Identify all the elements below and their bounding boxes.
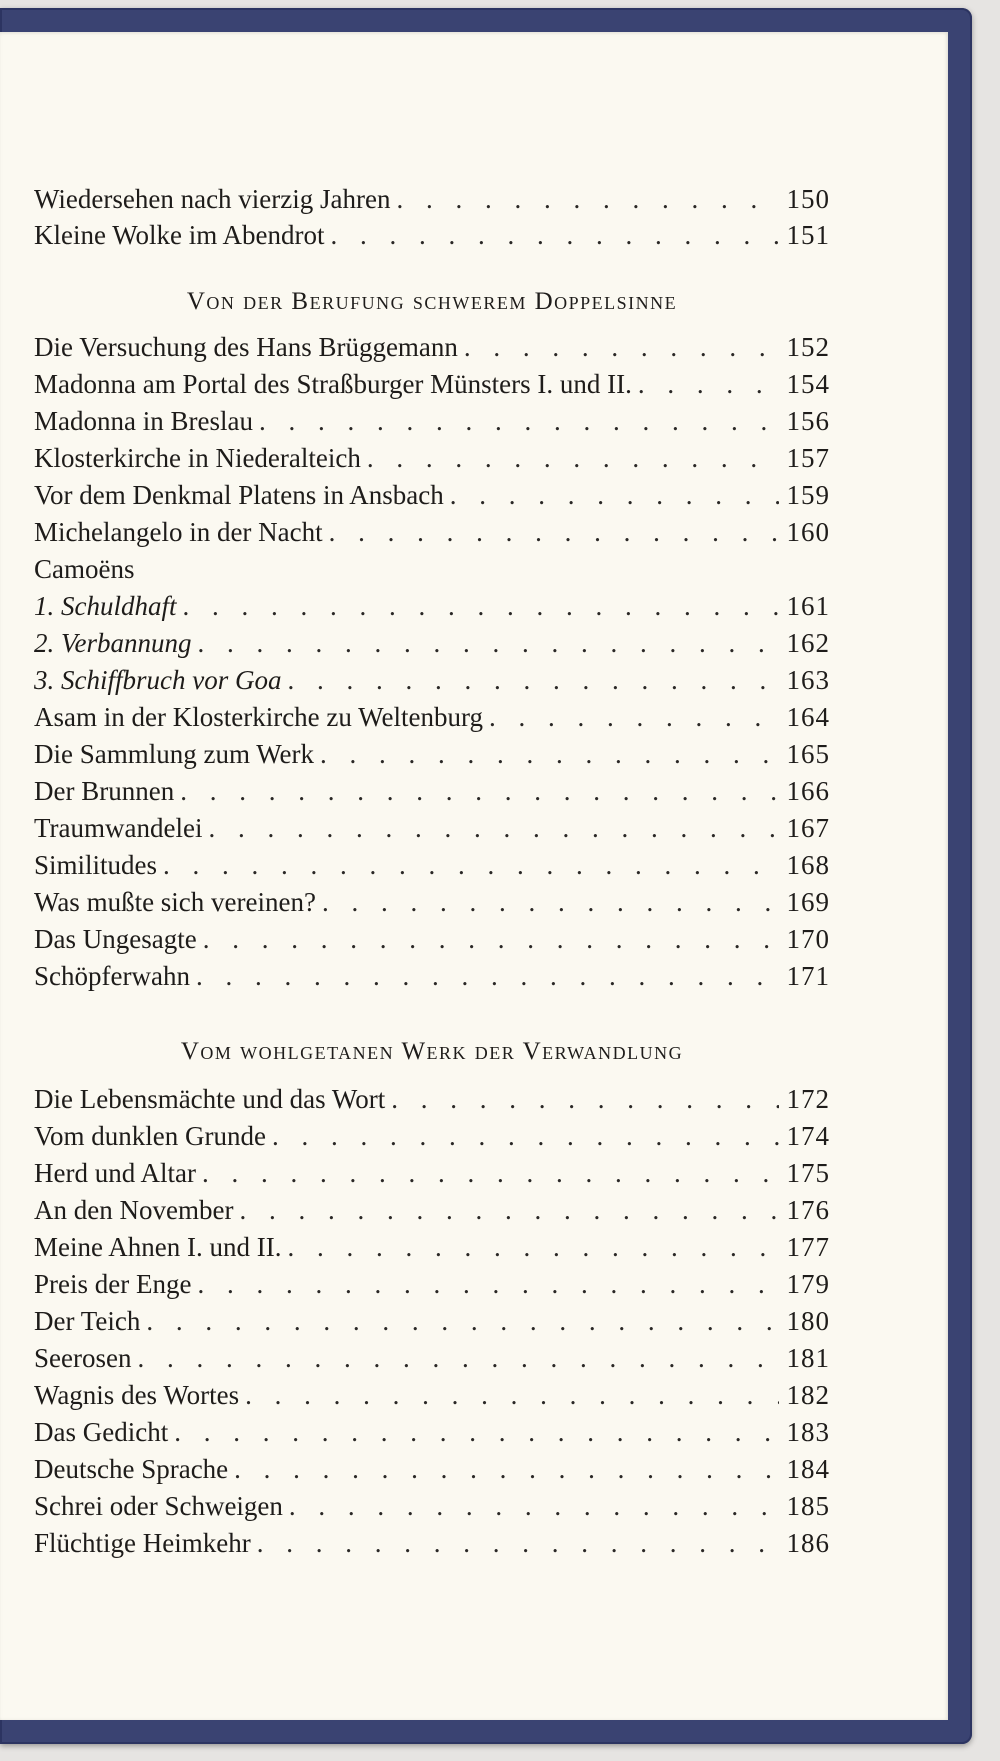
leader-dots <box>320 737 778 771</box>
entry-title: Vor dem Denkmal Platens in Ansbach <box>34 480 444 510</box>
toc-entry <box>34 1082 830 1116</box>
entry-page: 150 <box>786 184 830 214</box>
leader-dots <box>257 1526 779 1560</box>
entry-title: Meine Ahnen I. und II. <box>34 1232 282 1262</box>
entry-page: 154 <box>786 369 830 399</box>
entry-title: Deutsche Sprache <box>34 1454 229 1484</box>
leader-dots <box>174 1415 778 1449</box>
entry-title: Madonna am Portal des Straßburger Münsters I. und II. <box>34 369 632 399</box>
entry-page: 172 <box>786 1084 830 1114</box>
toc-entry <box>34 1193 830 1227</box>
leader-dots <box>245 1378 778 1412</box>
entry-title: Wagnis des Wortes <box>34 1380 240 1410</box>
entry-page: 182 <box>786 1380 830 1410</box>
entry-page: 167 <box>786 813 830 843</box>
leader-dots <box>202 1156 779 1190</box>
leader-dots <box>287 1230 778 1264</box>
leader-dots <box>272 1119 779 1153</box>
toc-entry <box>34 1119 830 1153</box>
toc-entry <box>34 663 830 697</box>
entry-page: 156 <box>786 406 830 436</box>
toc-entry <box>34 1341 830 1375</box>
entry-title: Das Gedicht <box>34 1417 169 1447</box>
entry-title: Similitudes <box>34 850 158 880</box>
entry-page: 183 <box>786 1417 830 1447</box>
section-heading: Vom wohlgetanen Werk der Verwandlung <box>180 1038 684 1065</box>
entry-page: 179 <box>786 1269 830 1299</box>
entry-title: Schöpferwahn <box>34 961 190 991</box>
entry-page: 168 <box>786 850 830 880</box>
leader-dots <box>396 182 778 216</box>
leader-dots <box>180 774 778 808</box>
leader-dots <box>367 441 779 475</box>
toc-entry <box>34 848 830 882</box>
entry-page: 161 <box>786 591 830 621</box>
toc-entry <box>34 330 830 364</box>
entry-page: 170 <box>786 924 830 954</box>
leader-dots <box>196 959 779 993</box>
leader-dots <box>289 1489 779 1523</box>
entry-title: Die Sammlung zum Werk <box>34 739 315 769</box>
entry-title: Flüchtige Heimkehr <box>34 1528 251 1558</box>
entry-title: Michelangelo in der Nacht <box>34 517 323 547</box>
section-heading: Von der Berufung schwerem Doppelsinne <box>186 288 678 315</box>
leader-dots <box>329 515 779 549</box>
book-page <box>0 32 948 1720</box>
entry-title: Der Brunnen <box>34 776 175 806</box>
toc-entry <box>34 404 830 438</box>
entry-title: 3. Schiffbruch vor Goa <box>34 665 282 695</box>
entry-page: 169 <box>786 887 830 917</box>
entry-page: 166 <box>786 776 830 806</box>
entry-page: 180 <box>786 1306 830 1336</box>
toc-entry <box>34 1156 830 1190</box>
leader-dots <box>287 663 778 697</box>
entry-title: Wiedersehen nach vierzig Jahren <box>34 184 391 214</box>
toc-entry <box>34 1378 830 1412</box>
entry-title: Herd und Altar <box>34 1158 196 1188</box>
leader-dots <box>146 1304 778 1338</box>
leader-dots <box>391 1082 778 1116</box>
entry-title: Schrei oder Schweigen <box>34 1491 283 1521</box>
entry-title: 1. Schuldhaft <box>34 591 177 621</box>
leader-dots <box>183 589 779 623</box>
entry-title: Das Ungesagte <box>34 924 197 954</box>
leader-dots <box>197 1267 778 1301</box>
entry-page: 184 <box>786 1454 830 1484</box>
toc-entry <box>34 885 830 919</box>
toc-entry <box>34 737 830 771</box>
entry-page: 174 <box>786 1121 830 1151</box>
toc-entry <box>34 1230 830 1264</box>
leader-dots <box>331 218 779 252</box>
leader-dots <box>208 811 778 845</box>
entry-title: Seerosen <box>34 1343 132 1373</box>
toc-entry <box>34 1304 830 1338</box>
entry-title: Asam in der Klosterkirche zu Weltenburg <box>34 702 483 732</box>
entry-page: 152 <box>786 332 830 362</box>
entry-page: 162 <box>786 628 830 658</box>
entry-page: 157 <box>786 443 830 473</box>
entry-title: Preis der Enge <box>34 1269 192 1299</box>
toc-entry <box>34 1489 830 1523</box>
entry-title: Der Teich <box>34 1306 141 1336</box>
entry-page: 175 <box>786 1158 830 1188</box>
toc-entry <box>34 441 830 475</box>
entry-title: Die Versuchung des Hans Brüggemann <box>34 332 458 362</box>
toc-entry <box>34 1452 830 1486</box>
leader-dots <box>239 1193 778 1227</box>
entry-page: 171 <box>786 961 830 991</box>
leader-dots <box>450 478 779 512</box>
toc-entry <box>34 218 830 252</box>
entry-page: 186 <box>786 1528 830 1558</box>
entry-page: 159 <box>786 480 830 510</box>
entry-page: 165 <box>786 739 830 769</box>
entry-title: An den November <box>34 1195 234 1225</box>
entry-title: Madonna in Breslau <box>34 406 253 436</box>
leader-dots <box>163 848 778 882</box>
toc-entry <box>34 515 830 549</box>
toc-entry <box>34 589 830 623</box>
entry-title: 2. Verbannung <box>34 628 192 658</box>
entry-title: Die Lebensmächte und das Wort <box>34 1084 386 1114</box>
toc-entry <box>34 367 830 401</box>
toc-entry <box>34 811 830 845</box>
entry-page: 176 <box>786 1195 830 1225</box>
toc-entry <box>34 182 830 216</box>
entry-title: Kleine Wolke im Abendrot <box>34 220 325 250</box>
leader-dots <box>464 330 779 364</box>
entry-page: 160 <box>786 517 830 547</box>
toc-group-title: Camoëns <box>34 554 135 584</box>
toc-entry <box>34 626 830 660</box>
entry-title: Vom dunklen Grunde <box>34 1121 266 1151</box>
toc-entry <box>34 1415 830 1449</box>
leader-dots <box>203 922 779 956</box>
toc-entry <box>34 1267 830 1301</box>
toc-entry <box>34 959 830 993</box>
entry-page: 151 <box>786 220 830 250</box>
leader-dots <box>322 885 779 919</box>
entry-page: 163 <box>786 665 830 695</box>
leader-dots <box>198 626 779 660</box>
leader-dots <box>137 1341 778 1375</box>
leader-dots <box>489 700 779 734</box>
leader-dots <box>234 1452 778 1486</box>
entry-page: 164 <box>786 702 830 732</box>
toc-entry <box>34 1526 830 1560</box>
entry-page: 181 <box>786 1343 830 1373</box>
entry-title: Was mußte sich vereinen? <box>34 887 316 917</box>
leader-dots <box>638 367 779 401</box>
entry-page: 185 <box>786 1491 830 1521</box>
leader-dots <box>259 404 779 438</box>
toc-entry <box>34 478 830 512</box>
entry-title: Klosterkirche in Niederalteich <box>34 443 361 473</box>
entry-title: Traumwandelei <box>34 813 203 843</box>
toc-entry <box>34 922 830 956</box>
toc-entry <box>34 700 830 734</box>
toc-entry <box>34 774 830 808</box>
entry-page: 177 <box>786 1232 830 1262</box>
